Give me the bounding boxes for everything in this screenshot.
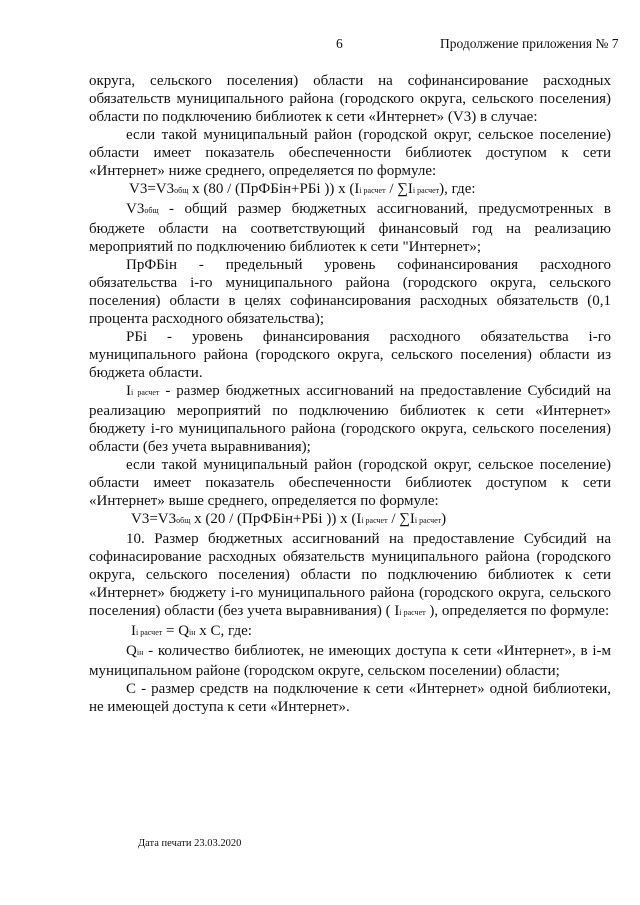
p3-sub: i расчет xyxy=(399,608,426,617)
def5-sub: iн xyxy=(136,648,144,657)
formula1-part-a: V3=V3 xyxy=(129,181,175,197)
paragraph-section-10 xyxy=(89,530,611,622)
formula-below-average xyxy=(89,180,611,200)
appendix-continuation: Продолжение приложения № 7 xyxy=(440,36,619,51)
formula-above-average xyxy=(89,510,611,530)
paragraph-below-average: если такой муниципальный район (городской округ, сельское поселение) области имеет показатель обеспеченности библиотек доступом к сети «Интернет» ниже среднего, определяется по формуле: xyxy=(89,127,611,179)
formula-i-calc xyxy=(89,622,611,642)
document-body xyxy=(89,72,611,716)
formula2-sub-c: i расчет xyxy=(414,516,442,525)
definition-c: C - размер средств на подключение к сети «Интернет» одной библиотеки, не имеющей доступа к сети «Интернет». xyxy=(89,681,611,715)
paragraph-above-average: если такой муниципальный район (городской округ, сельское поселение) области имеет показатель обеспеченности библиотек доступом к сети «Интернет» выше среднего, определяется по формуле: xyxy=(89,457,611,509)
paragraph-intro: округа, сельского поселения) области на софинансирование расходных обязательств муниципального района (городского округа, сельского поселения) области по подключению библиотек к сети «Интернет» (V3) в случае: xyxy=(89,73,611,125)
def4-term: I xyxy=(126,383,131,399)
formula1-part-d: ), где: xyxy=(439,181,476,197)
formula1-sub-c: i расчет xyxy=(412,186,440,195)
p3-text-a: 10. Размер бюджетных ассигнований на предоставление Субсидий на софинасирование расходных обязательств муниципального района (городского округа, сельского поселения) области по подключению библиотек к сети «Интернет» бюджету і-го муниципального района (городского округа, сельского поселения) области (без учета выравнивания) ( I xyxy=(89,531,611,619)
definition-rbi: РБі - уровень финансирования расходного обязательства і-го муниципального района (городского округа, сельского поселения) области из бюджета области. xyxy=(89,329,611,381)
formula3-part-a: I xyxy=(131,623,136,639)
formula2-part-a: V3=V3 xyxy=(131,511,177,527)
def4-sub: i расчет xyxy=(131,388,160,397)
definition-i-calc xyxy=(89,382,611,456)
def1-term: V3 xyxy=(126,201,145,217)
print-date: Дата печати 23.03.2020 xyxy=(138,838,242,849)
formula2-part-b: х (20 / (ПрФБін+РБі )) х (I xyxy=(190,511,362,527)
formula1-sub-b: i расчет xyxy=(359,186,386,195)
def1-text: - общий размер бюджетных ассигнований, предусмотренных в бюджете области на соответствующий финансовый год на реализацию мероприятий по подключению библиотек к сети "Интернет»; xyxy=(89,201,611,255)
formula3-sub-b: iн xyxy=(189,628,196,637)
formula3-part-c: х C, где: xyxy=(195,623,252,639)
def1-sub: общ xyxy=(144,206,159,215)
def5-text: - количество библиотек, не имеющих доступа к сети «Интернет», в і-м муниципальном районе (городском округе, сельском поселении) области; xyxy=(89,643,611,679)
formula2-part-d: ) xyxy=(441,511,447,527)
formula3-sub-a: i расчет xyxy=(136,628,163,637)
definition-prfbin: ПрФБін - предельный уровень софинансирования расходного обязательства і-го муниципального района (городского округа, сельского поселения) области в целях софинансирования расходных обязательств (0,1 процента расходного обязательства); xyxy=(89,257,611,327)
formula2-sub-a: общ xyxy=(176,516,191,525)
formula3-part-b: = Q xyxy=(162,623,190,639)
formula1-sub-a: общ xyxy=(174,186,189,195)
page-number: 6 xyxy=(336,36,343,51)
definition-qin xyxy=(89,642,611,680)
p3-text-b: ), определяется по формуле: xyxy=(425,603,610,619)
def4-text: - размер бюджетных ассигнований на предоставление Субсидий на реализацию мероприятий по подключению библиотек к сети «Интернет» бюджету і-го муниципального района (городского округа, сельского поселения) области (без учета выравнивания); xyxy=(89,383,612,455)
definition-v3-total xyxy=(89,200,611,256)
formula1-part-c: / ∑I xyxy=(385,181,413,197)
def5-term: Q xyxy=(126,643,137,659)
formula2-sub-b: i расчет xyxy=(361,516,388,525)
formula2-part-c: / ∑I xyxy=(387,511,415,527)
formula1-part-b: х (80 / (ПрФБін+РБі )) х (I xyxy=(188,181,360,197)
